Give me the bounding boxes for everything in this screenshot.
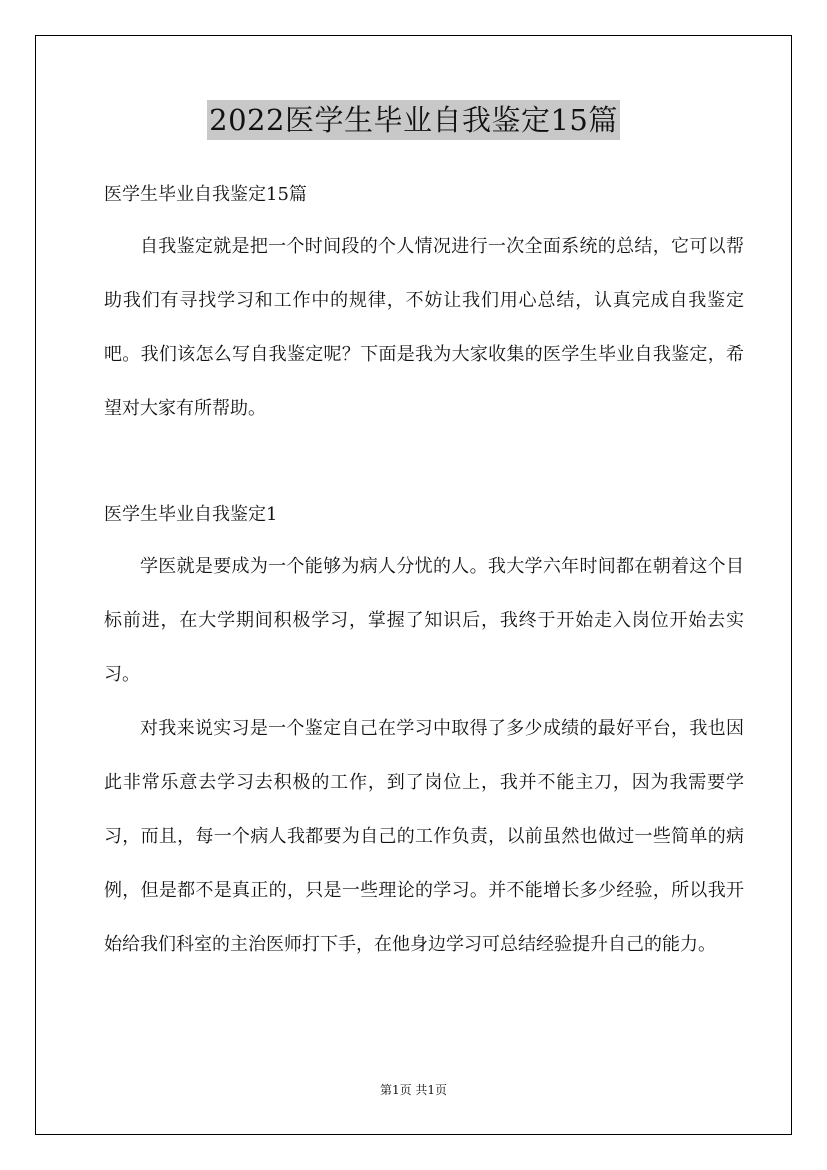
title-container xyxy=(0,100,827,140)
body-paragraph-2: 对我来说实习是一个鉴定自己在学习中取得了多少成绩的最好平台，我也因此非常乐意去学习去积极的工作，到了岗位上，我并不能主刀，因为我需要学习，而且，每一个病人我都要为自己的工作负责，以前虽然也做过一些简单的病例，但是都不是真正的，只是一些理论的学习。并不能增长多少经验，所以我开始给我们科室的主治医师打下手，在他身边学习可总结经验提升自己的能力。 xyxy=(104,718,744,955)
intro-paragraph: 自我鉴定就是把一个时间段的个人情况进行一次全面系统的总结，它可以帮助我们有寻找学习和工作中的规律，不妨让我们用心总结，认真完成自我鉴定吧。我们该怎么写自我鉴定呢？下面是我为大家收集的医学生毕业自我鉴定，希望对大家有所帮助。 xyxy=(104,236,744,419)
document-body xyxy=(104,170,744,972)
section-heading: 医学生毕业自我鉴定1 xyxy=(104,504,278,525)
page-footer: 第1页 共1页 xyxy=(379,1083,448,1097)
paragraph-spacer xyxy=(104,436,744,490)
body-paragraph-1: 学医就是要成为一个能够为病人分忧的人。我大学六年时间都在朝着这个目标前进，在大学期间积极学习，掌握了知识后，我终于开始走入岗位开始去实习。 xyxy=(104,556,744,685)
document-subtitle: 医学生毕业自我鉴定15篇 xyxy=(104,184,307,205)
document-title: 2022医学生毕业自我鉴定15篇 xyxy=(207,100,620,140)
